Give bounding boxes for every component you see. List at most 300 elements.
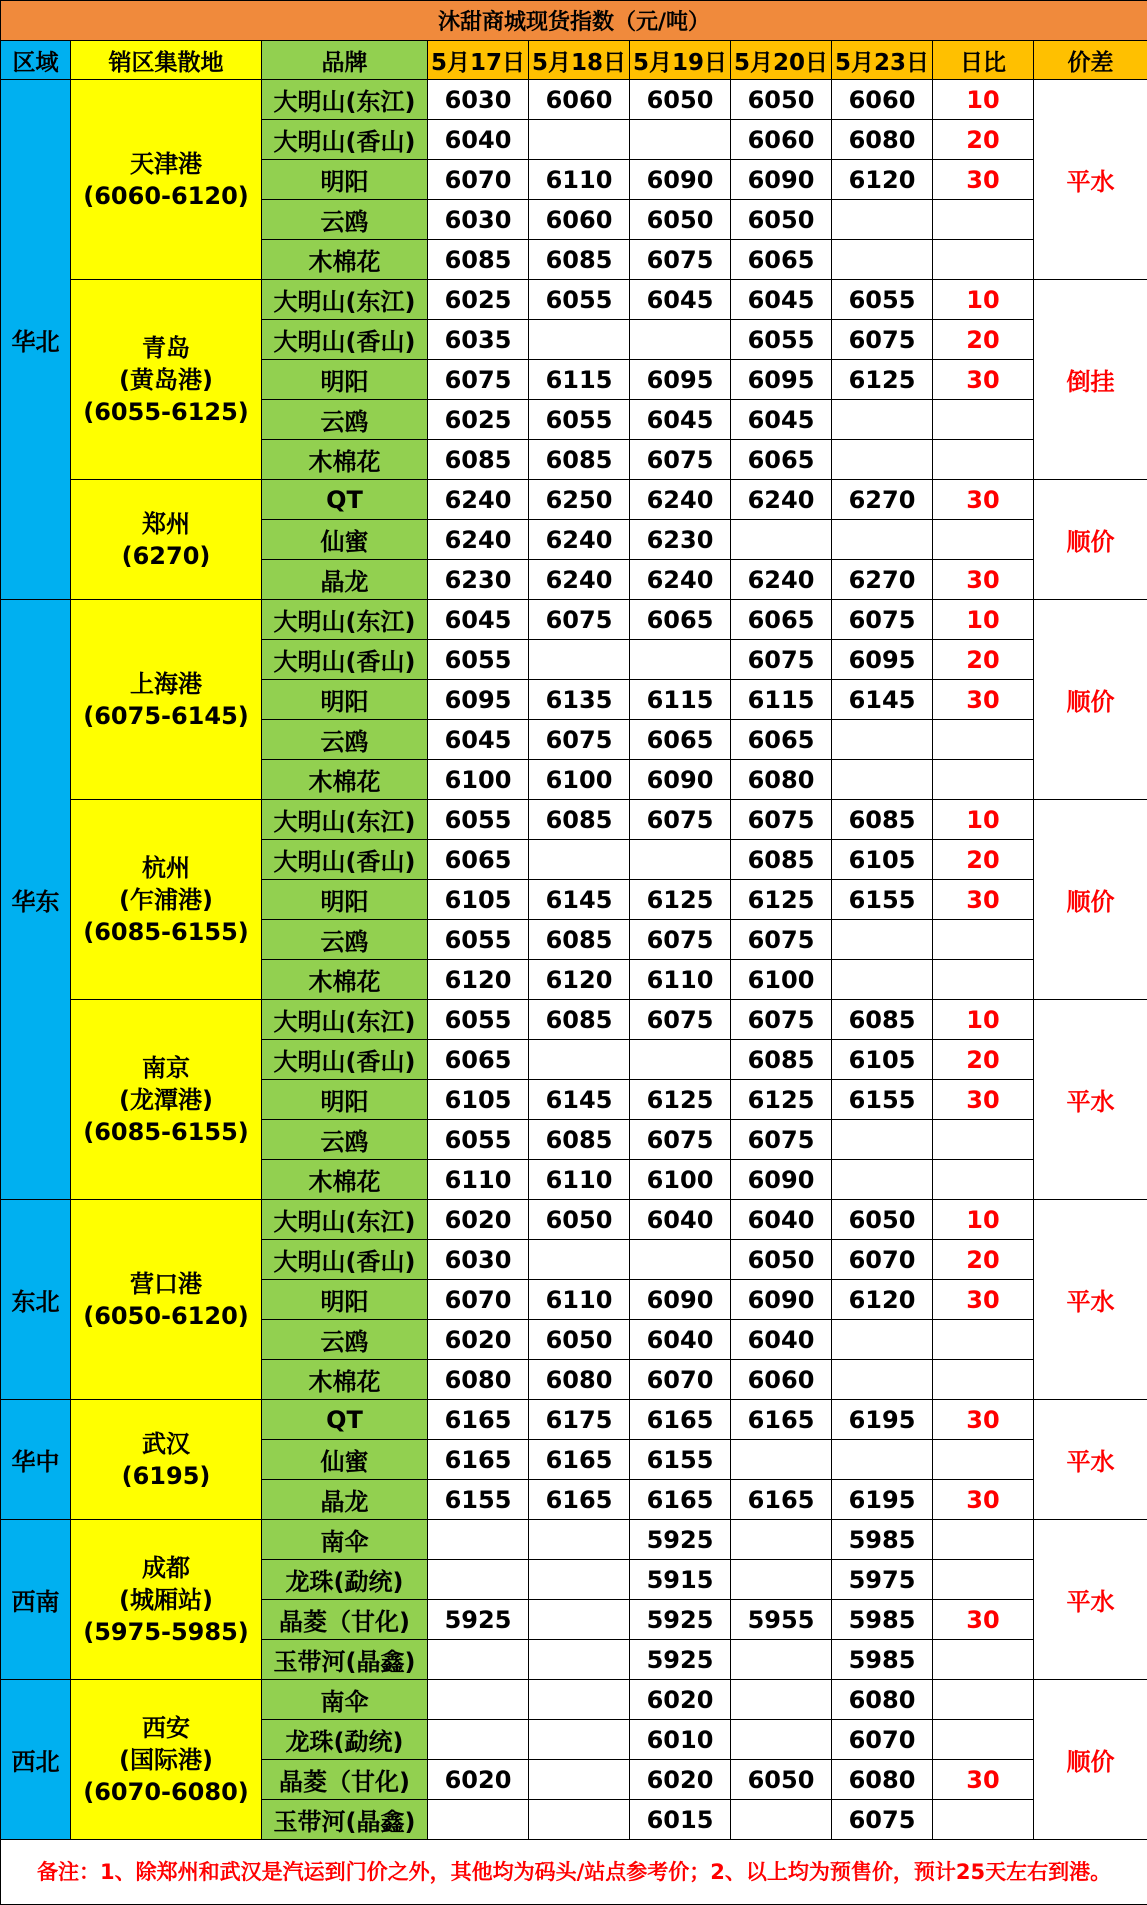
brand-cell: 明阳 bbox=[262, 360, 428, 400]
price-cell: 6110 bbox=[529, 1280, 630, 1320]
price-cell: 5925 bbox=[630, 1520, 731, 1560]
brand-cell: 大明山(香山) bbox=[262, 1040, 428, 1080]
price-cell bbox=[731, 1560, 832, 1600]
price-cell: 6145 bbox=[832, 680, 933, 720]
price-cell: 6055 bbox=[428, 1120, 529, 1160]
price-cell: 6110 bbox=[428, 1160, 529, 1200]
price-cell bbox=[832, 920, 933, 960]
header-spread: 价差 bbox=[1034, 41, 1147, 80]
header-region: 区域 bbox=[1, 41, 71, 80]
brand-cell: 大明山(香山) bbox=[262, 1240, 428, 1280]
hub-name-line: (6075-6145) bbox=[83, 701, 249, 730]
price-cell: 5925 bbox=[630, 1640, 731, 1680]
price-cell: 6090 bbox=[731, 160, 832, 200]
price-cell: 6240 bbox=[731, 480, 832, 520]
spread-cell: 倒挂 bbox=[1034, 280, 1147, 480]
price-cell bbox=[529, 1040, 630, 1080]
brand-cell: 大明山(东江) bbox=[262, 80, 428, 120]
price-cell: 6055 bbox=[832, 280, 933, 320]
hub-cell bbox=[71, 480, 262, 600]
price-cell: 6075 bbox=[832, 1800, 933, 1840]
price-cell: 5985 bbox=[832, 1600, 933, 1640]
price-cell: 5925 bbox=[428, 1600, 529, 1640]
header-date: 5月19日 bbox=[630, 41, 731, 80]
price-cell bbox=[529, 120, 630, 160]
price-cell bbox=[529, 320, 630, 360]
price-cell bbox=[832, 1360, 933, 1400]
price-cell: 6075 bbox=[832, 320, 933, 360]
price-cell bbox=[630, 120, 731, 160]
table-row bbox=[1, 600, 1147, 640]
spread-cell: 平水 bbox=[1034, 1200, 1147, 1400]
price-cell: 6175 bbox=[529, 1400, 630, 1440]
hub-name-line: (6055-6125) bbox=[83, 397, 249, 426]
brand-cell: 云鸥 bbox=[262, 920, 428, 960]
price-cell: 6165 bbox=[529, 1480, 630, 1520]
region-cell: 华中 bbox=[1, 1400, 71, 1520]
price-cell: 6100 bbox=[630, 1160, 731, 1200]
price-cell: 6045 bbox=[630, 400, 731, 440]
price-cell: 6095 bbox=[428, 680, 529, 720]
price-cell: 6095 bbox=[832, 640, 933, 680]
spread-cell: 平水 bbox=[1034, 80, 1147, 280]
price-cell bbox=[529, 840, 630, 880]
daily-change-cell bbox=[933, 1680, 1034, 1720]
table-row bbox=[1, 1520, 1147, 1560]
price-cell: 6050 bbox=[630, 80, 731, 120]
price-cell: 6105 bbox=[428, 1080, 529, 1120]
daily-change-cell: 10 bbox=[933, 280, 1034, 320]
price-cell bbox=[630, 1240, 731, 1280]
daily-change-cell bbox=[933, 240, 1034, 280]
price-cell: 6040 bbox=[731, 1320, 832, 1360]
price-cell: 6080 bbox=[428, 1360, 529, 1400]
daily-change-cell: 30 bbox=[933, 1400, 1034, 1440]
price-cell: 6155 bbox=[832, 880, 933, 920]
price-cell: 6060 bbox=[529, 200, 630, 240]
hub-cell bbox=[71, 800, 262, 1000]
price-cell: 6090 bbox=[630, 760, 731, 800]
price-cell: 6125 bbox=[630, 880, 731, 920]
table-row bbox=[1, 1000, 1147, 1040]
header-date: 5月17日 bbox=[428, 41, 529, 80]
daily-change-cell bbox=[933, 400, 1034, 440]
table-row bbox=[1, 280, 1147, 320]
price-cell: 6055 bbox=[731, 320, 832, 360]
header-brand: 品牌 bbox=[262, 41, 428, 80]
price-cell: 6055 bbox=[529, 400, 630, 440]
hub-name-line: 西安 bbox=[142, 1713, 190, 1742]
brand-cell: 木棉花 bbox=[262, 960, 428, 1000]
brand-cell: 明阳 bbox=[262, 680, 428, 720]
spread-cell: 顺价 bbox=[1034, 600, 1147, 800]
price-cell: 6155 bbox=[630, 1440, 731, 1480]
brand-cell: 木棉花 bbox=[262, 1360, 428, 1400]
price-cell: 6050 bbox=[529, 1320, 630, 1360]
price-cell: 6050 bbox=[731, 200, 832, 240]
price-cell bbox=[832, 760, 933, 800]
price-cell: 6100 bbox=[428, 760, 529, 800]
price-cell: 6080 bbox=[832, 1680, 933, 1720]
table-row bbox=[1, 1200, 1147, 1240]
price-cell: 6055 bbox=[428, 640, 529, 680]
region-cell: 东北 bbox=[1, 1200, 71, 1400]
daily-change-cell: 30 bbox=[933, 360, 1034, 400]
hub-name-line: 成都 bbox=[142, 1553, 190, 1582]
brand-cell: 大明山(香山) bbox=[262, 120, 428, 160]
price-cell: 6165 bbox=[428, 1400, 529, 1440]
table-row bbox=[1, 1680, 1147, 1720]
daily-change-cell bbox=[933, 1520, 1034, 1560]
price-cell: 6075 bbox=[630, 1000, 731, 1040]
price-cell: 6055 bbox=[428, 920, 529, 960]
daily-change-cell bbox=[933, 720, 1034, 760]
note-row bbox=[1, 1840, 1147, 1905]
brand-cell: 龙珠(勐统) bbox=[262, 1560, 428, 1600]
price-cell: 6045 bbox=[428, 720, 529, 760]
price-cell: 6110 bbox=[529, 160, 630, 200]
hub-cell bbox=[71, 600, 262, 800]
hub-name-line: 营口港 bbox=[130, 1269, 202, 1298]
brand-cell: QT bbox=[262, 480, 428, 520]
price-cell: 5955 bbox=[731, 1600, 832, 1640]
brand-cell: 木棉花 bbox=[262, 240, 428, 280]
table-row bbox=[1, 800, 1147, 840]
daily-change-cell bbox=[933, 1560, 1034, 1600]
price-cell bbox=[428, 1800, 529, 1840]
daily-change-cell bbox=[933, 920, 1034, 960]
daily-change-cell: 30 bbox=[933, 880, 1034, 920]
price-cell bbox=[832, 1320, 933, 1360]
header-row bbox=[1, 41, 1147, 80]
price-cell: 5985 bbox=[832, 1520, 933, 1560]
price-cell bbox=[529, 1240, 630, 1280]
brand-cell: 龙珠(勐统) bbox=[262, 1720, 428, 1760]
brand-cell: 大明山(东江) bbox=[262, 800, 428, 840]
hub-name-line: (6070-6080) bbox=[83, 1777, 249, 1806]
hub-name-line: 上海港 bbox=[130, 669, 202, 698]
price-cell bbox=[832, 720, 933, 760]
price-cell bbox=[529, 640, 630, 680]
price-cell: 5925 bbox=[630, 1600, 731, 1640]
price-cell: 6020 bbox=[630, 1760, 731, 1800]
hub-name-line: (5975-5985) bbox=[83, 1617, 249, 1646]
spread-cell: 平水 bbox=[1034, 1400, 1147, 1520]
price-cell: 6045 bbox=[731, 280, 832, 320]
price-cell: 6050 bbox=[731, 1240, 832, 1280]
price-cell: 6045 bbox=[428, 600, 529, 640]
spread-cell: 平水 bbox=[1034, 1000, 1147, 1200]
brand-cell: 大明山(东江) bbox=[262, 1200, 428, 1240]
price-cell bbox=[630, 840, 731, 880]
daily-change-cell: 30 bbox=[933, 1600, 1034, 1640]
region-cell: 华北 bbox=[1, 80, 71, 600]
price-cell: 6075 bbox=[529, 600, 630, 640]
brand-cell: 玉带河(晶鑫) bbox=[262, 1640, 428, 1680]
footnote: 备注：1、除郑州和武汉是汽运到门价之外，其他均为码头/站点参考价；2、以上均为预售价，预计25天左右到港。 bbox=[1, 1840, 1147, 1905]
price-cell: 6125 bbox=[832, 360, 933, 400]
price-cell: 6100 bbox=[529, 760, 630, 800]
price-cell: 6025 bbox=[428, 280, 529, 320]
price-cell: 6075 bbox=[630, 1120, 731, 1160]
price-cell: 6085 bbox=[832, 1000, 933, 1040]
brand-cell: 玉带河(晶鑫) bbox=[262, 1800, 428, 1840]
price-cell: 6075 bbox=[529, 720, 630, 760]
price-cell: 6060 bbox=[529, 80, 630, 120]
brand-cell: 南伞 bbox=[262, 1520, 428, 1560]
price-cell: 6105 bbox=[428, 880, 529, 920]
price-cell: 6065 bbox=[731, 720, 832, 760]
price-cell: 6025 bbox=[428, 400, 529, 440]
daily-change-cell: 20 bbox=[933, 1240, 1034, 1280]
brand-cell: 明阳 bbox=[262, 160, 428, 200]
price-cell: 6060 bbox=[731, 120, 832, 160]
price-cell: 6095 bbox=[630, 360, 731, 400]
hub-cell bbox=[71, 1000, 262, 1200]
price-cell bbox=[529, 1640, 630, 1680]
brand-cell: 晶龙 bbox=[262, 560, 428, 600]
price-cell: 6165 bbox=[731, 1480, 832, 1520]
daily-change-cell bbox=[933, 760, 1034, 800]
price-cell: 6085 bbox=[731, 840, 832, 880]
region-cell: 西北 bbox=[1, 1680, 71, 1840]
price-cell: 6055 bbox=[428, 800, 529, 840]
price-cell: 6240 bbox=[630, 560, 731, 600]
hub-name-line: (6060-6120) bbox=[83, 181, 249, 210]
price-cell: 6165 bbox=[428, 1440, 529, 1480]
hub-name-line: (6085-6155) bbox=[83, 917, 249, 946]
daily-change-cell: 30 bbox=[933, 160, 1034, 200]
price-cell: 6065 bbox=[630, 720, 731, 760]
price-cell: 6050 bbox=[832, 1200, 933, 1240]
price-cell bbox=[428, 1640, 529, 1680]
price-cell: 6075 bbox=[630, 240, 731, 280]
price-cell: 6240 bbox=[630, 480, 731, 520]
price-cell: 6120 bbox=[832, 1280, 933, 1320]
price-cell: 6155 bbox=[428, 1480, 529, 1520]
price-cell bbox=[529, 1720, 630, 1760]
brand-cell: 大明山(东江) bbox=[262, 1000, 428, 1040]
price-cell bbox=[529, 1760, 630, 1800]
header-date: 5月23日 bbox=[832, 41, 933, 80]
brand-cell: 仙蜜 bbox=[262, 1440, 428, 1480]
price-cell: 6090 bbox=[731, 1280, 832, 1320]
price-cell: 6020 bbox=[428, 1200, 529, 1240]
price-cell: 6165 bbox=[529, 1440, 630, 1480]
brand-cell: 晶龙 bbox=[262, 1480, 428, 1520]
price-cell bbox=[731, 1440, 832, 1480]
daily-change-cell: 10 bbox=[933, 800, 1034, 840]
price-cell: 6055 bbox=[428, 1000, 529, 1040]
price-cell: 6135 bbox=[529, 680, 630, 720]
hub-name-line: 天津港 bbox=[130, 149, 202, 178]
price-cell: 6125 bbox=[731, 1080, 832, 1120]
price-cell: 6080 bbox=[832, 120, 933, 160]
brand-cell: 明阳 bbox=[262, 1280, 428, 1320]
price-cell: 6050 bbox=[731, 1760, 832, 1800]
price-cell: 6165 bbox=[731, 1400, 832, 1440]
daily-change-cell: 10 bbox=[933, 600, 1034, 640]
price-cell bbox=[529, 1560, 630, 1600]
price-cell: 6240 bbox=[428, 520, 529, 560]
table-row bbox=[1, 80, 1147, 120]
price-cell: 6075 bbox=[428, 360, 529, 400]
hub-cell bbox=[71, 1200, 262, 1400]
price-cell: 6075 bbox=[731, 1000, 832, 1040]
price-cell bbox=[832, 1120, 933, 1160]
price-cell: 6020 bbox=[428, 1760, 529, 1800]
price-cell bbox=[832, 520, 933, 560]
price-cell: 6230 bbox=[630, 520, 731, 560]
price-cell bbox=[832, 240, 933, 280]
price-cell: 6240 bbox=[529, 520, 630, 560]
price-cell: 6065 bbox=[731, 600, 832, 640]
price-cell bbox=[630, 1040, 731, 1080]
brand-cell: 大明山(香山) bbox=[262, 320, 428, 360]
price-cell: 6075 bbox=[731, 1120, 832, 1160]
price-cell: 6080 bbox=[832, 1760, 933, 1800]
price-cell: 6075 bbox=[832, 600, 933, 640]
price-cell: 6055 bbox=[529, 280, 630, 320]
price-cell: 6070 bbox=[428, 1280, 529, 1320]
price-cell: 6240 bbox=[428, 480, 529, 520]
price-cell: 6110 bbox=[630, 960, 731, 1000]
daily-change-cell bbox=[933, 1800, 1034, 1840]
price-cell: 6065 bbox=[428, 840, 529, 880]
daily-change-cell: 20 bbox=[933, 840, 1034, 880]
price-cell: 6270 bbox=[832, 560, 933, 600]
table-row bbox=[1, 480, 1147, 520]
daily-change-cell: 10 bbox=[933, 1000, 1034, 1040]
daily-change-cell bbox=[933, 1160, 1034, 1200]
price-cell: 6115 bbox=[731, 680, 832, 720]
price-cell: 6125 bbox=[630, 1080, 731, 1120]
daily-change-cell bbox=[933, 1120, 1034, 1160]
sheet-title: 沐甜商城现货指数（元/吨） bbox=[1, 1, 1147, 41]
table-row bbox=[1, 1400, 1147, 1440]
hub-name-line: 武汉 bbox=[142, 1429, 190, 1458]
brand-cell: 仙蜜 bbox=[262, 520, 428, 560]
daily-change-cell bbox=[933, 1640, 1034, 1680]
price-cell: 6070 bbox=[832, 1720, 933, 1760]
price-cell: 6015 bbox=[630, 1800, 731, 1840]
price-cell: 6270 bbox=[832, 480, 933, 520]
price-cell: 6065 bbox=[731, 240, 832, 280]
brand-cell: 大明山(东江) bbox=[262, 280, 428, 320]
price-cell: 5985 bbox=[832, 1640, 933, 1680]
daily-change-cell: 30 bbox=[933, 560, 1034, 600]
price-cell bbox=[731, 1680, 832, 1720]
hub-name-line: (6270) bbox=[121, 541, 211, 570]
daily-change-cell bbox=[933, 200, 1034, 240]
brand-cell: 木棉花 bbox=[262, 760, 428, 800]
header-hub: 销区集散地 bbox=[71, 41, 262, 80]
price-cell: 6085 bbox=[529, 800, 630, 840]
price-cell bbox=[529, 1520, 630, 1560]
price-cell bbox=[428, 1680, 529, 1720]
hub-cell bbox=[71, 1400, 262, 1520]
hub-name-line: (黄岛港) bbox=[119, 365, 213, 394]
price-cell: 6075 bbox=[731, 800, 832, 840]
brand-cell: 云鸥 bbox=[262, 1320, 428, 1360]
price-cell: 6010 bbox=[630, 1720, 731, 1760]
spread-cell: 顺价 bbox=[1034, 1680, 1147, 1840]
price-cell: 6045 bbox=[731, 400, 832, 440]
spread-cell: 顺价 bbox=[1034, 800, 1147, 1000]
hub-name-line: (乍浦港) bbox=[119, 885, 213, 914]
price-cell: 6085 bbox=[731, 1040, 832, 1080]
price-cell: 6030 bbox=[428, 80, 529, 120]
price-cell bbox=[731, 1720, 832, 1760]
price-cell: 6105 bbox=[832, 1040, 933, 1080]
price-cell bbox=[731, 520, 832, 560]
daily-change-cell: 30 bbox=[933, 1280, 1034, 1320]
hub-name-line: (6050-6120) bbox=[83, 1301, 249, 1330]
price-cell: 6145 bbox=[529, 1080, 630, 1120]
price-cell: 6085 bbox=[529, 1120, 630, 1160]
price-cell: 6080 bbox=[529, 1360, 630, 1400]
brand-cell: 明阳 bbox=[262, 1080, 428, 1120]
price-cell: 6085 bbox=[529, 1000, 630, 1040]
daily-change-cell: 20 bbox=[933, 640, 1034, 680]
hub-cell bbox=[71, 80, 262, 280]
hub-name-line: 郑州 bbox=[142, 509, 190, 538]
price-cell: 6230 bbox=[428, 560, 529, 600]
brand-cell: 大明山(东江) bbox=[262, 600, 428, 640]
price-cell: 6250 bbox=[529, 480, 630, 520]
price-cell: 6075 bbox=[630, 800, 731, 840]
price-cell: 6085 bbox=[832, 800, 933, 840]
price-cell bbox=[832, 200, 933, 240]
price-cell bbox=[630, 640, 731, 680]
price-cell: 6075 bbox=[630, 440, 731, 480]
price-cell: 6120 bbox=[832, 160, 933, 200]
price-cell: 6040 bbox=[630, 1320, 731, 1360]
price-cell bbox=[731, 1640, 832, 1680]
brand-cell: 南伞 bbox=[262, 1680, 428, 1720]
price-cell: 6120 bbox=[428, 960, 529, 1000]
price-cell: 6050 bbox=[731, 80, 832, 120]
price-cell: 6165 bbox=[630, 1400, 731, 1440]
hub-name-line: (龙潭港) bbox=[119, 1085, 213, 1114]
price-cell: 6090 bbox=[731, 1160, 832, 1200]
price-cell: 6070 bbox=[832, 1240, 933, 1280]
hub-cell bbox=[71, 1680, 262, 1840]
brand-cell: 明阳 bbox=[262, 880, 428, 920]
price-cell bbox=[428, 1520, 529, 1560]
price-cell: 6075 bbox=[731, 640, 832, 680]
price-cell bbox=[832, 440, 933, 480]
price-cell: 6040 bbox=[630, 1200, 731, 1240]
price-cell: 6070 bbox=[428, 160, 529, 200]
price-cell: 6240 bbox=[731, 560, 832, 600]
price-cell: 6240 bbox=[529, 560, 630, 600]
brand-cell: 晶菱（甘化) bbox=[262, 1600, 428, 1640]
price-cell: 6065 bbox=[428, 1040, 529, 1080]
header-date: 5月18日 bbox=[529, 41, 630, 80]
price-cell: 6075 bbox=[630, 920, 731, 960]
price-cell: 6070 bbox=[630, 1360, 731, 1400]
price-cell: 6090 bbox=[630, 160, 731, 200]
daily-change-cell: 30 bbox=[933, 1080, 1034, 1120]
price-cell: 6195 bbox=[832, 1400, 933, 1440]
daily-change-cell: 10 bbox=[933, 80, 1034, 120]
spread-cell: 顺价 bbox=[1034, 480, 1147, 600]
daily-change-cell: 20 bbox=[933, 120, 1034, 160]
price-cell: 6105 bbox=[832, 840, 933, 880]
price-cell bbox=[731, 1800, 832, 1840]
price-cell: 6050 bbox=[630, 200, 731, 240]
